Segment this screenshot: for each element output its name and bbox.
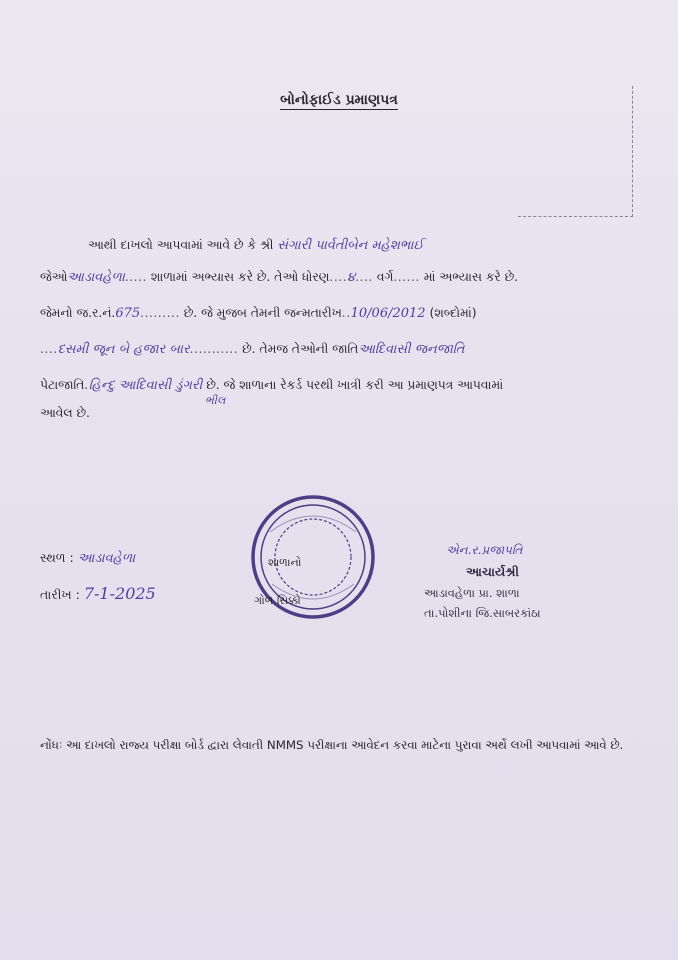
caste-value: આદિવાસી જનજાતિ	[358, 342, 465, 357]
line3-prefix: જેમનો જ.ર.નં.	[40, 306, 116, 320]
dob-in-words: દસમી જૂન બે હજાર બાર	[57, 342, 190, 357]
standard-value: ૪	[347, 270, 356, 285]
principal-signature: એન.ર.પ્રજાપતિ	[446, 543, 523, 557]
body-line-4: ....દસમી જૂન બે હજાર બાર........... છે. તેમજ તેઓની જાતિઆદિવાસી જનજાતિ	[40, 342, 465, 357]
line1-prefix: આથી દાખલો આપવામાં આવે છે કે શ્રી	[88, 238, 274, 252]
gr-number: 675	[115, 306, 141, 321]
body-line-1	[40, 238, 652, 253]
line5-suffix: છે. જે શાળાના રેકર્ડ પરથી ખાત્રી કરી આ પ્રમાણપત્ર આપવામાં	[206, 378, 504, 392]
principal-school: આડાવહેળા પ્રા. શાળા	[424, 586, 520, 600]
certificate-title	[0, 92, 678, 108]
place-label: સ્થળ :	[40, 550, 74, 565]
principal-title: આચાર્યશ્રી	[466, 564, 519, 579]
class-label: વર્ગ	[376, 270, 394, 284]
line4-mid: છે. તેમજ તેઓની જાતિ	[242, 342, 359, 356]
line2-prefix: જેઓ	[40, 270, 68, 284]
body-line-3: જેમનો જ.ર.નં.675......... છે. જે મુજબ તેમની જન્મતારીખ..10/06/2012 (શબ્દોમાં)	[40, 306, 477, 321]
subcaste-extra: ભીલ	[205, 394, 226, 407]
date-label: તારીખ :	[40, 587, 80, 602]
line3-suffix: (શબ્દોમાં)	[429, 306, 477, 320]
body-line-2: જેઓઆડાવહેળા..... શાળામાં અભ્યાસ કરે છે. તેઓ ધોરણ....૪.... વર્ગ...... માં અભ્યાસ કરે છે.	[40, 270, 519, 285]
seal-label-2: ગોળ સિક્કો	[254, 594, 301, 607]
line5-prefix: પેટાજાતિ	[40, 378, 85, 392]
line2-suffix: માં અભ્યાસ કરે છે.	[423, 270, 519, 284]
place-value: આડાવહેળા	[77, 551, 136, 566]
date-value: 7-1-2025	[83, 584, 156, 603]
school-name: આડાવહેળા	[67, 270, 125, 285]
body-line-5: પેટાજાતિ.હિન્દુ આદિવાસી ડુંગરી છે. જે શાળાના રેકર્ડ પરથી ખાત્રી કરી આ પ્રમાણપત્ર આપવામાં	[40, 378, 504, 393]
line2-mid: શાળામાં અભ્યાસ કરે છે. તેઓ ધોરણ	[150, 270, 330, 284]
subcaste-value: હિન્દુ આદિવાસી ડુંગરી	[88, 378, 203, 393]
seal-label-1: શાળાનો	[268, 556, 302, 569]
footer-note: નોંધઃ આ દાખલો રાજ્ય પરીક્ષા બોર્ડ દ્વારા લેવાતી NMMS પરીક્ષાના આવેદન કરવા માટેના પુરાવા અર્થે લખી આપવામાં આવે છે.	[40, 738, 624, 752]
body-line-6: આવેલ છે.	[40, 406, 90, 420]
class-value: ......	[393, 270, 420, 284]
title-text: બોનોફાઈડ પ્રમાણપત્ર	[280, 92, 398, 108]
line3-mid: છે. જે મુજબ તેમની જન્મતારીખ	[183, 306, 342, 320]
date-of-birth: 10/06/2012	[350, 306, 426, 321]
place-row	[40, 550, 135, 566]
date-row	[40, 584, 156, 603]
principal-taluka: તા.પોશીના જિ.સાબરકાંઠા	[424, 606, 541, 620]
student-name: સંગારી પાર્વતીબેન મહેશભાઈ	[277, 238, 424, 253]
